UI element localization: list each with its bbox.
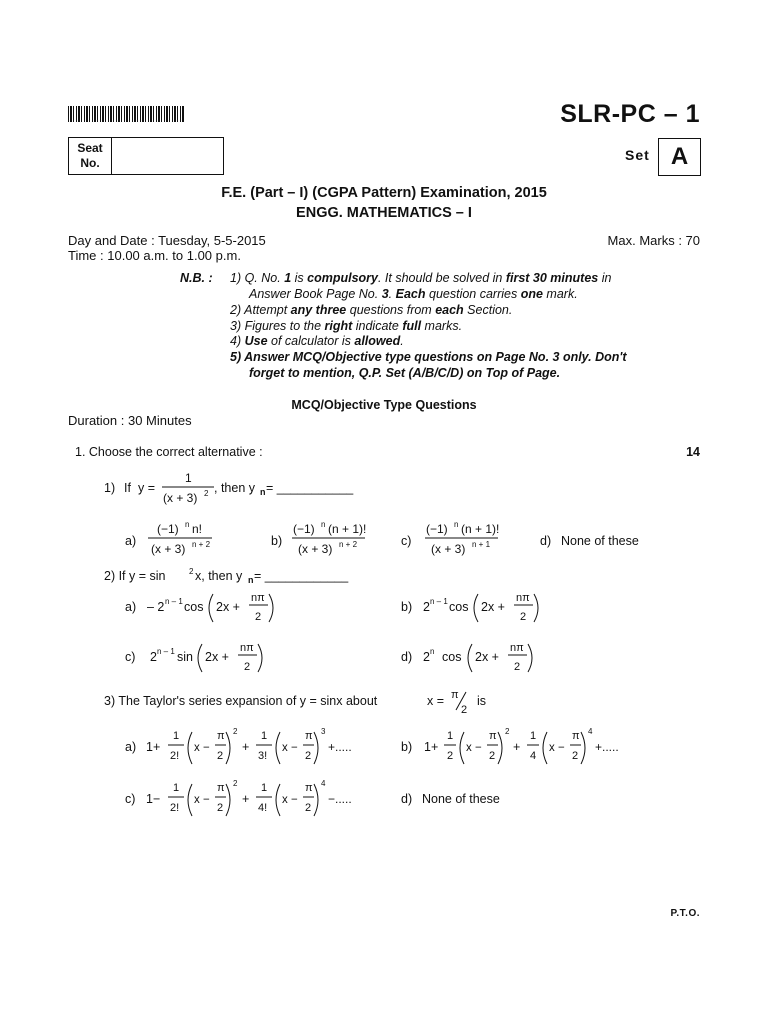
option-label: a) bbox=[125, 534, 137, 548]
seat-number-field[interactable] bbox=[112, 138, 223, 174]
nb-item-1: 1) Q. No. 1 is compulsory. It should be solved in first 30 minutes in bbox=[230, 271, 612, 285]
svg-text:n – 1: n – 1 bbox=[157, 647, 175, 656]
svg-text:3: 3 bbox=[321, 727, 326, 736]
nb-item-2: 2) Attempt any three questions from each Section. bbox=[230, 303, 513, 317]
svg-text:nπ: nπ bbox=[251, 592, 265, 604]
svg-text:None of these: None of these bbox=[422, 792, 500, 806]
svg-text:n: n bbox=[248, 575, 254, 585]
svg-text:2: 2 bbox=[217, 802, 224, 814]
nb-item-5b: forget to mention, Q.P. Set (A/B/C/D) on Top of Page. bbox=[249, 366, 561, 380]
svg-text:π: π bbox=[305, 782, 313, 794]
svg-text:x, then y: x, then y bbox=[195, 569, 243, 583]
svg-text:2: 2 bbox=[233, 779, 238, 788]
svg-text:1+: 1+ bbox=[146, 740, 161, 754]
svg-text:1−: 1− bbox=[146, 792, 161, 806]
svg-text:π: π bbox=[572, 730, 580, 742]
svg-text:y =: y = bbox=[138, 481, 156, 495]
nb-item-1b: Answer Book Page No. 3. Each question carries one mark. bbox=[249, 287, 578, 301]
option-label: c) bbox=[125, 792, 136, 806]
svg-text:nπ: nπ bbox=[240, 642, 254, 654]
svg-text:4: 4 bbox=[321, 779, 326, 788]
svg-text:n + 1: n + 1 bbox=[472, 540, 491, 549]
svg-text:– 2: – 2 bbox=[147, 600, 165, 614]
svg-text:2: 2 bbox=[461, 704, 468, 716]
svg-text:n + 2: n + 2 bbox=[339, 540, 358, 549]
svg-text:cos: cos bbox=[184, 600, 204, 614]
svg-text:+.....: +..... bbox=[328, 740, 352, 754]
question-1-marks: 14 bbox=[686, 445, 700, 459]
svg-text:1+: 1+ bbox=[424, 740, 439, 754]
option-label: b) bbox=[271, 534, 283, 548]
option-label: d) bbox=[401, 792, 413, 806]
max-marks: Max. Marks : 70 bbox=[607, 233, 700, 248]
svg-text:π: π bbox=[217, 782, 225, 794]
svg-text:(x + 3): (x + 3) bbox=[298, 542, 333, 556]
svg-text:2: 2 bbox=[255, 611, 262, 623]
svg-text:2: 2 bbox=[489, 750, 496, 762]
paper-code: SLR-PC – 1 bbox=[560, 100, 700, 128]
option-label: d) bbox=[540, 534, 552, 548]
subq-2 bbox=[100, 565, 400, 585]
svg-text:n!: n! bbox=[192, 522, 203, 536]
option-label: c) bbox=[125, 650, 136, 664]
svg-text:(−1): (−1) bbox=[157, 522, 179, 536]
svg-text:If: If bbox=[124, 481, 131, 495]
svg-text:x −: x − bbox=[549, 742, 565, 754]
svg-text:1: 1 bbox=[530, 730, 537, 742]
svg-text:2: 2 bbox=[244, 661, 251, 673]
subq-3 bbox=[100, 688, 520, 716]
exam-title: F.E. (Part – I) (CGPA Pattern) Examination, 2015 bbox=[221, 185, 547, 201]
svg-text:(−1): (−1) bbox=[293, 522, 315, 536]
svg-text:2!: 2! bbox=[170, 802, 180, 814]
svg-text:2: 2 bbox=[447, 750, 454, 762]
subq-1-options bbox=[120, 518, 680, 562]
svg-text:2: 2 bbox=[189, 567, 194, 576]
svg-text:2: 2 bbox=[514, 661, 521, 673]
option-3b bbox=[401, 727, 619, 764]
svg-text:(n + 1)!: (n + 1)! bbox=[328, 522, 367, 536]
svg-text:= ____________: = ____________ bbox=[254, 569, 349, 583]
svg-text:cos: cos bbox=[449, 600, 469, 614]
svg-text:2: 2 bbox=[423, 600, 430, 614]
svg-text:n + 2: n + 2 bbox=[192, 540, 211, 549]
svg-text:+: + bbox=[242, 792, 250, 806]
svg-text:(x + 3): (x + 3) bbox=[431, 542, 466, 556]
option-3c bbox=[125, 779, 352, 816]
svg-text:nπ: nπ bbox=[516, 592, 530, 604]
svg-text:n: n bbox=[260, 487, 266, 497]
svg-text:1: 1 bbox=[447, 730, 454, 742]
svg-text:x −: x − bbox=[194, 794, 210, 806]
svg-text:x −: x − bbox=[194, 742, 210, 754]
svg-text:2: 2 bbox=[520, 611, 527, 623]
svg-text:is: is bbox=[477, 694, 487, 708]
svg-text:, then y: , then y bbox=[214, 481, 255, 495]
seat-label: Seat No. bbox=[69, 138, 112, 174]
subq-1 bbox=[100, 470, 380, 510]
question-1: 1. Choose the correct alternative : bbox=[75, 445, 263, 459]
option-label: c) bbox=[401, 534, 412, 548]
subq-3-options bbox=[120, 720, 640, 820]
svg-text:(x + 3): (x + 3) bbox=[151, 542, 186, 556]
option-label: a) bbox=[125, 600, 137, 614]
pto-label: P.T.O. bbox=[670, 908, 700, 919]
svg-text:π: π bbox=[451, 689, 459, 701]
subq-3-stem: 3) The Taylor's series expansion of y = sinx about bbox=[104, 694, 378, 708]
svg-text:n – 1: n – 1 bbox=[165, 597, 183, 606]
svg-text:+: + bbox=[513, 740, 521, 754]
svg-text:π: π bbox=[489, 730, 497, 742]
duration: Duration : 30 Minutes bbox=[68, 413, 192, 428]
option-label: d) bbox=[401, 650, 413, 664]
svg-text:2x +: 2x + bbox=[481, 600, 505, 614]
option-label: a) bbox=[125, 740, 137, 754]
svg-text:x −: x − bbox=[282, 794, 298, 806]
svg-text:x =: x = bbox=[427, 694, 445, 708]
day-date: Day and Date : Tuesday, 5-5-2015 bbox=[68, 233, 266, 248]
svg-text:4!: 4! bbox=[258, 802, 268, 814]
svg-text:+: + bbox=[242, 740, 250, 754]
svg-text:n: n bbox=[321, 520, 326, 529]
svg-text:cos: cos bbox=[442, 650, 462, 664]
option-label: b) bbox=[401, 600, 413, 614]
svg-text:n: n bbox=[185, 520, 190, 529]
svg-text:nπ: nπ bbox=[510, 642, 524, 654]
option-3a bbox=[125, 727, 352, 764]
subq-1-num: 1) bbox=[104, 481, 116, 495]
subq-2-options bbox=[120, 588, 560, 678]
nb-item-5: 5) Answer MCQ/Objective type questions on Page No. 3 only. Don't bbox=[230, 350, 627, 364]
svg-text:1: 1 bbox=[261, 730, 268, 742]
svg-text:n – 1: n – 1 bbox=[430, 597, 448, 606]
svg-text:2x +: 2x + bbox=[216, 600, 240, 614]
svg-text:2: 2 bbox=[505, 727, 510, 736]
svg-text:sin: sin bbox=[177, 650, 193, 664]
svg-text:2!: 2! bbox=[170, 750, 180, 762]
svg-text:(n + 1)!: (n + 1)! bbox=[461, 522, 500, 536]
svg-text:2x +: 2x + bbox=[205, 650, 229, 664]
barcode bbox=[68, 106, 184, 122]
svg-text:= ___________: = ___________ bbox=[266, 481, 354, 495]
subject-title: ENGG. MATHEMATICS – I bbox=[296, 205, 472, 221]
nb-item-4: 4) Use of calculator is allowed. bbox=[230, 334, 404, 348]
svg-text:−.....: −..... bbox=[328, 792, 352, 806]
svg-text:1: 1 bbox=[185, 471, 192, 485]
seat-number-box bbox=[68, 137, 224, 175]
svg-text:1: 1 bbox=[173, 730, 180, 742]
svg-text:2: 2 bbox=[305, 750, 312, 762]
svg-text:π: π bbox=[305, 730, 313, 742]
svg-text:1: 1 bbox=[261, 782, 268, 794]
svg-text:n: n bbox=[430, 647, 435, 656]
nb-label: N.B. : bbox=[180, 271, 213, 285]
svg-text:n: n bbox=[454, 520, 459, 529]
svg-text:2x +: 2x + bbox=[475, 650, 499, 664]
svg-text:+.....: +..... bbox=[595, 740, 619, 754]
set-value: A bbox=[658, 138, 701, 176]
svg-text:π: π bbox=[217, 730, 225, 742]
option-label: b) bbox=[401, 740, 413, 754]
svg-text:2: 2 bbox=[150, 650, 157, 664]
svg-text:3!: 3! bbox=[258, 750, 268, 762]
svg-text:2: 2 bbox=[233, 727, 238, 736]
svg-text:4: 4 bbox=[588, 727, 593, 736]
svg-text:2: 2 bbox=[217, 750, 224, 762]
nb-item-3: 3) Figures to the right indicate full marks. bbox=[230, 319, 463, 333]
svg-text:2: 2 bbox=[204, 489, 209, 498]
svg-text:(−1): (−1) bbox=[426, 522, 448, 536]
svg-text:(x + 3): (x + 3) bbox=[163, 491, 198, 505]
svg-text:x −: x − bbox=[466, 742, 482, 754]
section-title: MCQ/Objective Type Questions bbox=[291, 398, 477, 412]
svg-text:4: 4 bbox=[530, 750, 537, 762]
svg-text:2: 2 bbox=[423, 650, 430, 664]
svg-text:2: 2 bbox=[572, 750, 579, 762]
svg-text:2: 2 bbox=[305, 802, 312, 814]
svg-text:1: 1 bbox=[173, 782, 180, 794]
subq-2-stem: 2) If y = sin bbox=[104, 569, 166, 583]
exam-time: Time : 10.00 a.m. to 1.00 p.m. bbox=[68, 248, 241, 263]
set-label: Set bbox=[625, 147, 650, 163]
svg-text:x −: x − bbox=[282, 742, 298, 754]
svg-text:None of these: None of these bbox=[561, 534, 639, 548]
